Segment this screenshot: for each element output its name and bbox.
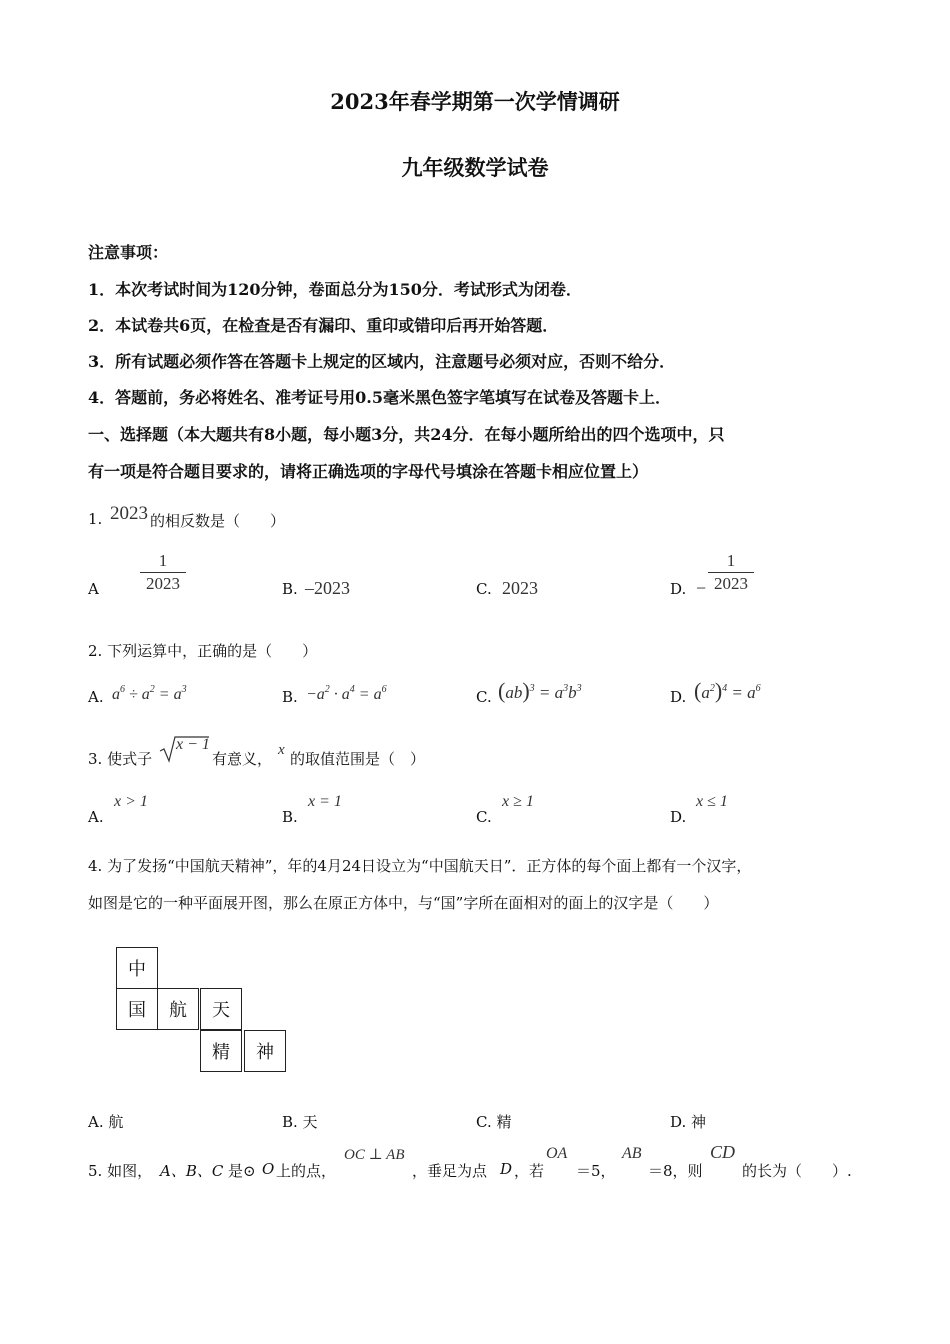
q1-number: 1. [88,510,103,528]
q4-option-d: D. 神 [670,1113,707,1131]
q4-option-c: C. 精 [476,1113,512,1131]
q5-text: ，若 [514,1162,545,1180]
q1-option-a-label: A [88,580,99,598]
q4-stem-line2: 如图是它的一种平面展开图，那么在原正方体中，与“国”字所在面相对的面上的汉字是（ ） [88,894,719,912]
q5-oa-value: ＝5， [576,1162,616,1180]
q5-foot: D [500,1160,513,1178]
q2-option-a-formula: $a^6 \div a^2 = a^3$ [112,684,187,703]
note-item: 4．答题前，务必将姓名、准考证号用0.5毫米黑色签字笔填写在试卷及答题卡上． [88,388,671,407]
q5-ab-value: ＝8，则 [648,1162,703,1180]
q3-end: 的取值范围是（ ） [290,750,426,768]
q5-circle: O [262,1160,275,1178]
fraction-numerator: 1 [158,551,168,570]
section-heading-line2: 有一项是符合题目要求的，请将正确选项的字母代号填涂在答题卡相应位置上） [88,462,649,481]
q3-option-d-label: D. [670,808,687,826]
cube-face: 神 [244,1030,286,1072]
q4-option-a: A. 航 [88,1113,124,1131]
q5-condition: OC ⊥ AB [344,1147,405,1163]
q3-option-b-label: B. [282,808,298,826]
notes-heading: 注意事项： [88,243,169,262]
q1-option-a-fraction [140,550,186,595]
q2-option-b-label: B. [282,688,298,706]
q2-option-c-label: C. [476,688,492,706]
cube-face: 精 [200,1030,242,1072]
q2-option-c-formula: $(ab)^3 = a^3b^3$ [498,678,582,703]
q2-option-d-label: D. [670,688,687,706]
q1-option-d-sign: − [696,578,707,598]
q2-option-b-formula: $-a^2 \cdot a^4 = a^6$ [306,684,387,703]
q1-option-c-label: C. [476,580,492,598]
q3-mid: 有意义， [212,750,273,768]
q3-variable: x [278,742,285,758]
q5-cd: CD [710,1142,736,1162]
note-item: 1．本次考试时间为120分钟，卷面总分为150分．考试形式为闭卷． [88,280,582,299]
fraction-denominator: 2023 [714,574,748,593]
q1-stem: 的相反数是（ ） [150,512,286,530]
fraction-denominator: 2023 [146,574,180,593]
note-item: 3．所有试题必须作答在答题卡上规定的区域内，注意题号必须对应，否则不给分． [88,352,676,371]
q3-option-c-expr: x ≥ 1 [502,793,534,810]
q3-option-b-expr: x = 1 [308,793,342,810]
q1-option-d-label: D. [670,580,687,598]
q1-option-d-fraction [708,550,754,595]
q3-lead: 3. 使式子 [88,750,153,768]
q5-text: ，垂足为点 [412,1162,488,1180]
q4-stem-line1: 4. 为了发扬“中国航天精神”，年的4月24日设立为“中国航天日”．正方体的每个面上都有一个汉字， [88,857,752,875]
q1-option-b-label: B. [282,580,298,598]
q2-option-d-formula: $(a^2)^4 = a^6$ [694,678,761,703]
q1-option-b-value: –2023 [305,578,350,598]
exam-title: 2023年春学期第一次学情调研 [330,89,620,114]
q4-option-b: B. 天 [282,1113,318,1131]
q3-option-c-label: C. [476,808,492,826]
q3-radicand: x − 1 [176,736,210,753]
q3-option-a-expr: x > 1 [114,793,148,810]
q1-option-c-value: 2023 [502,578,538,598]
q5-end: 的长为（ ）. [742,1162,852,1180]
section-heading-line1: 一、选择题（本大题共有8小题，每小题3分，共24分．在每小题所给出的四个选项中，只 [88,425,725,444]
q3-option-a-label: A. [88,808,104,826]
cube-face: 航 [157,988,199,1030]
q2-option-a-label: A. [88,688,104,706]
exam-subtitle: 九年级数学试卷 [401,155,549,180]
q3-option-d-expr: x ≤ 1 [696,793,728,810]
note-item: 2．本试卷共6页，在检查是否有漏印、重印或错印后再开始答题． [88,316,559,335]
q5-ab: AB [622,1145,642,1162]
q5-text: 是⊙ [228,1162,256,1180]
cube-face: 天 [200,988,242,1030]
q1-expression: 2023 [110,503,148,524]
cube-face: 国 [116,988,158,1030]
fraction-numerator: 1 [726,551,736,570]
q5-oa: OA [546,1145,568,1162]
q5-points: A、B、C [160,1162,224,1180]
cube-face: 中 [116,947,158,989]
q5-lead: 5. 如图， [88,1162,153,1180]
q2-stem: 2. 下列运算中，正确的是（ ） [88,642,318,660]
q5-text: 上的点， [276,1162,337,1180]
